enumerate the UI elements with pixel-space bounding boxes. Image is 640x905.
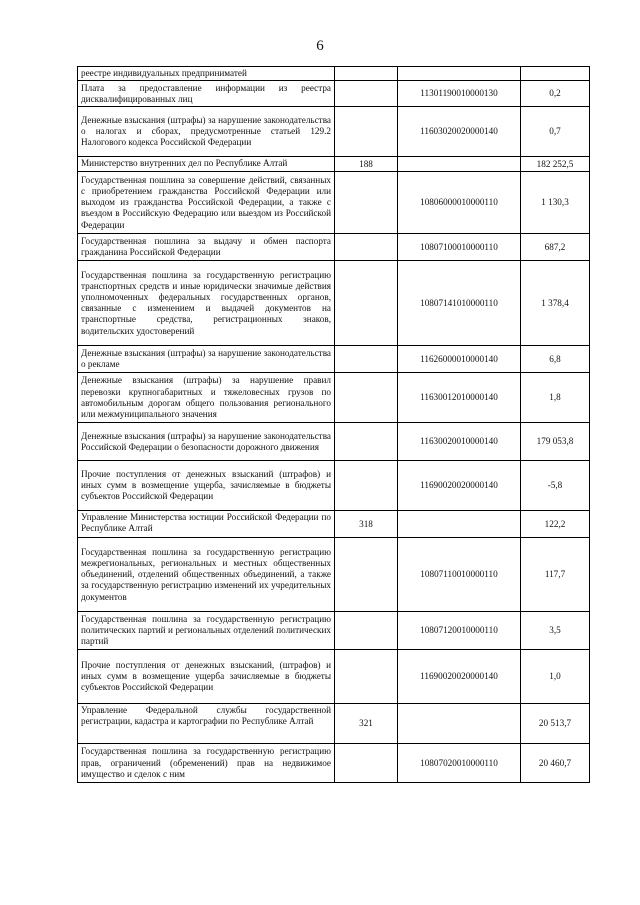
admin-code-cell <box>335 373 398 423</box>
revenue-name-cell: Денежные взыскания (штрафы) за нарушение правил перевозки крупногабаритных и тяжеловесных грузов по автомобильным дорогам общего пользования регионального или межмуниципального значения <box>78 373 335 423</box>
kbk-code-cell: 10807100010000110 <box>398 234 521 261</box>
amount-cell <box>521 67 590 81</box>
admin-code-cell <box>335 650 398 704</box>
kbk-code-cell <box>398 704 521 744</box>
amount-cell: 20 513,7 <box>521 704 590 744</box>
revenue-name-cell: Денежные взыскания (штрафы) за нарушение законодательства о налогах и сборах, предусмотренные статьей 129.2 Налогового кодекса Российской Федерации <box>78 107 335 157</box>
amount-cell: 687,2 <box>521 234 590 261</box>
admin-code-cell: 188 <box>335 157 398 172</box>
admin-code-cell <box>335 538 398 612</box>
kbk-code-cell: 10806000010000110 <box>398 172 521 234</box>
admin-code-cell <box>335 346 398 373</box>
amount-cell: -5,8 <box>521 461 590 511</box>
revenue-table <box>77 66 590 783</box>
kbk-code-cell: 11690020020000140 <box>398 650 521 704</box>
kbk-code-cell <box>398 157 521 172</box>
admin-code-cell <box>335 261 398 346</box>
amount-cell: 1,0 <box>521 650 590 704</box>
amount-cell: 3,5 <box>521 612 590 650</box>
admin-code-cell: 318 <box>335 511 398 538</box>
amount-cell: 6,8 <box>521 346 590 373</box>
admin-code-cell <box>335 67 398 81</box>
revenue-name-cell: Государственная пошлина за государственную регистрацию межрегиональных, региональных и местных общественных объединений, отделений общественных объединений, а также за государственную регистрацию изменений их учредительных документов <box>78 538 335 612</box>
kbk-code-cell: 10807141010000110 <box>398 261 521 346</box>
admin-code-cell <box>335 744 398 783</box>
kbk-code-cell: 10807020010000110 <box>398 744 521 783</box>
kbk-code-cell <box>398 511 521 538</box>
revenue-name-cell: Министерство внутренних дел по Республике Алтай <box>78 157 335 172</box>
admin-code-cell <box>335 107 398 157</box>
kbk-code-cell: 11301190010000130 <box>398 81 521 107</box>
table-row <box>78 511 590 538</box>
revenue-name-cell: Плата за предоставление информации из реестра дисквалифицированных лиц <box>78 81 335 107</box>
revenue-name-cell: Денежные взыскания (штрафы) за нарушение законодательства о рекламе <box>78 346 335 373</box>
table-row <box>78 261 590 346</box>
revenue-name-cell: Прочие поступления от денежных взысканий, (штрафов) и иных сумм в возмещение ущерба зачисляемые в бюджеты субъектов Российской Федерации <box>78 650 335 704</box>
kbk-code-cell <box>398 67 521 81</box>
amount-cell: 122,2 <box>521 511 590 538</box>
table-row <box>78 157 590 172</box>
admin-code-cell <box>335 612 398 650</box>
table-row <box>78 81 590 107</box>
revenue-name-cell: Прочие поступления от денежных взысканий (штрафов) и иных сумм в возмещение ущерба, зачисляемые в бюджеты субъектов Российской Федерации <box>78 461 335 511</box>
revenue-name-cell: Государственная пошлина за государственную регистрацию транспортных средств и иные юридически значимые действия уполномоченных федеральных государственных органов, связанные с изменением и выдачей документов на транспортные средства, регистрационных знаков, водительских удостоверений <box>78 261 335 346</box>
admin-code-cell <box>335 423 398 461</box>
amount-cell: 182 252,5 <box>521 157 590 172</box>
revenue-name-cell: Государственная пошлина за совершение действий, связанных с приобретением гражданства Российской Федерации или выходом из гражданства Российской Федерации, а также с въездом в Российскую Федерацию или выездом из Российской Федерации <box>78 172 335 234</box>
revenue-name-cell: Государственная пошлина за государственную регистрацию политических партий и региональных отделений политических партий <box>78 612 335 650</box>
amount-cell: 117,7 <box>521 538 590 612</box>
revenue-name-cell: Управление Министерства юстиции Российской Федерации по Республике Алтай <box>78 511 335 538</box>
revenue-name-cell: Денежные взыскания (штрафы) за нарушение законодательства Российской Федерации о безопасности дорожного движения <box>78 423 335 461</box>
kbk-code-cell: 10807110010000110 <box>398 538 521 612</box>
admin-code-cell <box>335 461 398 511</box>
amount-cell: 1 378,4 <box>521 261 590 346</box>
kbk-code-cell: 10807120010000110 <box>398 612 521 650</box>
admin-code-cell <box>335 172 398 234</box>
table-row <box>78 744 590 783</box>
admin-code-cell: 321 <box>335 704 398 744</box>
amount-cell: 0,7 <box>521 107 590 157</box>
amount-cell: 1 130,3 <box>521 172 590 234</box>
table-row <box>78 612 590 650</box>
kbk-code-cell: 11690020020000140 <box>398 461 521 511</box>
amount-cell: 179 053,8 <box>521 423 590 461</box>
table-row <box>78 650 590 704</box>
kbk-code-cell: 11626000010000140 <box>398 346 521 373</box>
amount-cell: 20 460,7 <box>521 744 590 783</box>
admin-code-cell <box>335 81 398 107</box>
page-number: 6 <box>316 38 324 54</box>
table-row <box>78 107 590 157</box>
admin-code-cell <box>335 234 398 261</box>
revenue-name-cell: Государственная пошлина за государственную регистрацию прав, ограничений (обременений) прав на недвижимое имущество и сделок с ним <box>78 744 335 783</box>
revenue-name-cell: Управление Федеральной службы государственной регистрации, кадастра и картографии по Республике Алтай <box>78 704 335 744</box>
kbk-code-cell: 11630012010000140 <box>398 373 521 423</box>
revenue-name-cell: реестре индивидуальных предприниматей <box>78 67 335 81</box>
kbk-code-cell: 11603020020000140 <box>398 107 521 157</box>
revenue-name-cell: Государственная пошлина за выдачу и обмен паспорта гражданина Российской Федерации <box>78 234 335 261</box>
table-row <box>78 423 590 461</box>
table-row <box>78 704 590 744</box>
kbk-code-cell: 11630020010000140 <box>398 423 521 461</box>
table-row <box>78 461 590 511</box>
table-row <box>78 172 590 234</box>
table-row <box>78 538 590 612</box>
table-row <box>78 346 590 373</box>
table-row <box>78 373 590 423</box>
table-row <box>78 234 590 261</box>
amount-cell: 1,8 <box>521 373 590 423</box>
table-row <box>78 67 590 81</box>
amount-cell: 0,2 <box>521 81 590 107</box>
